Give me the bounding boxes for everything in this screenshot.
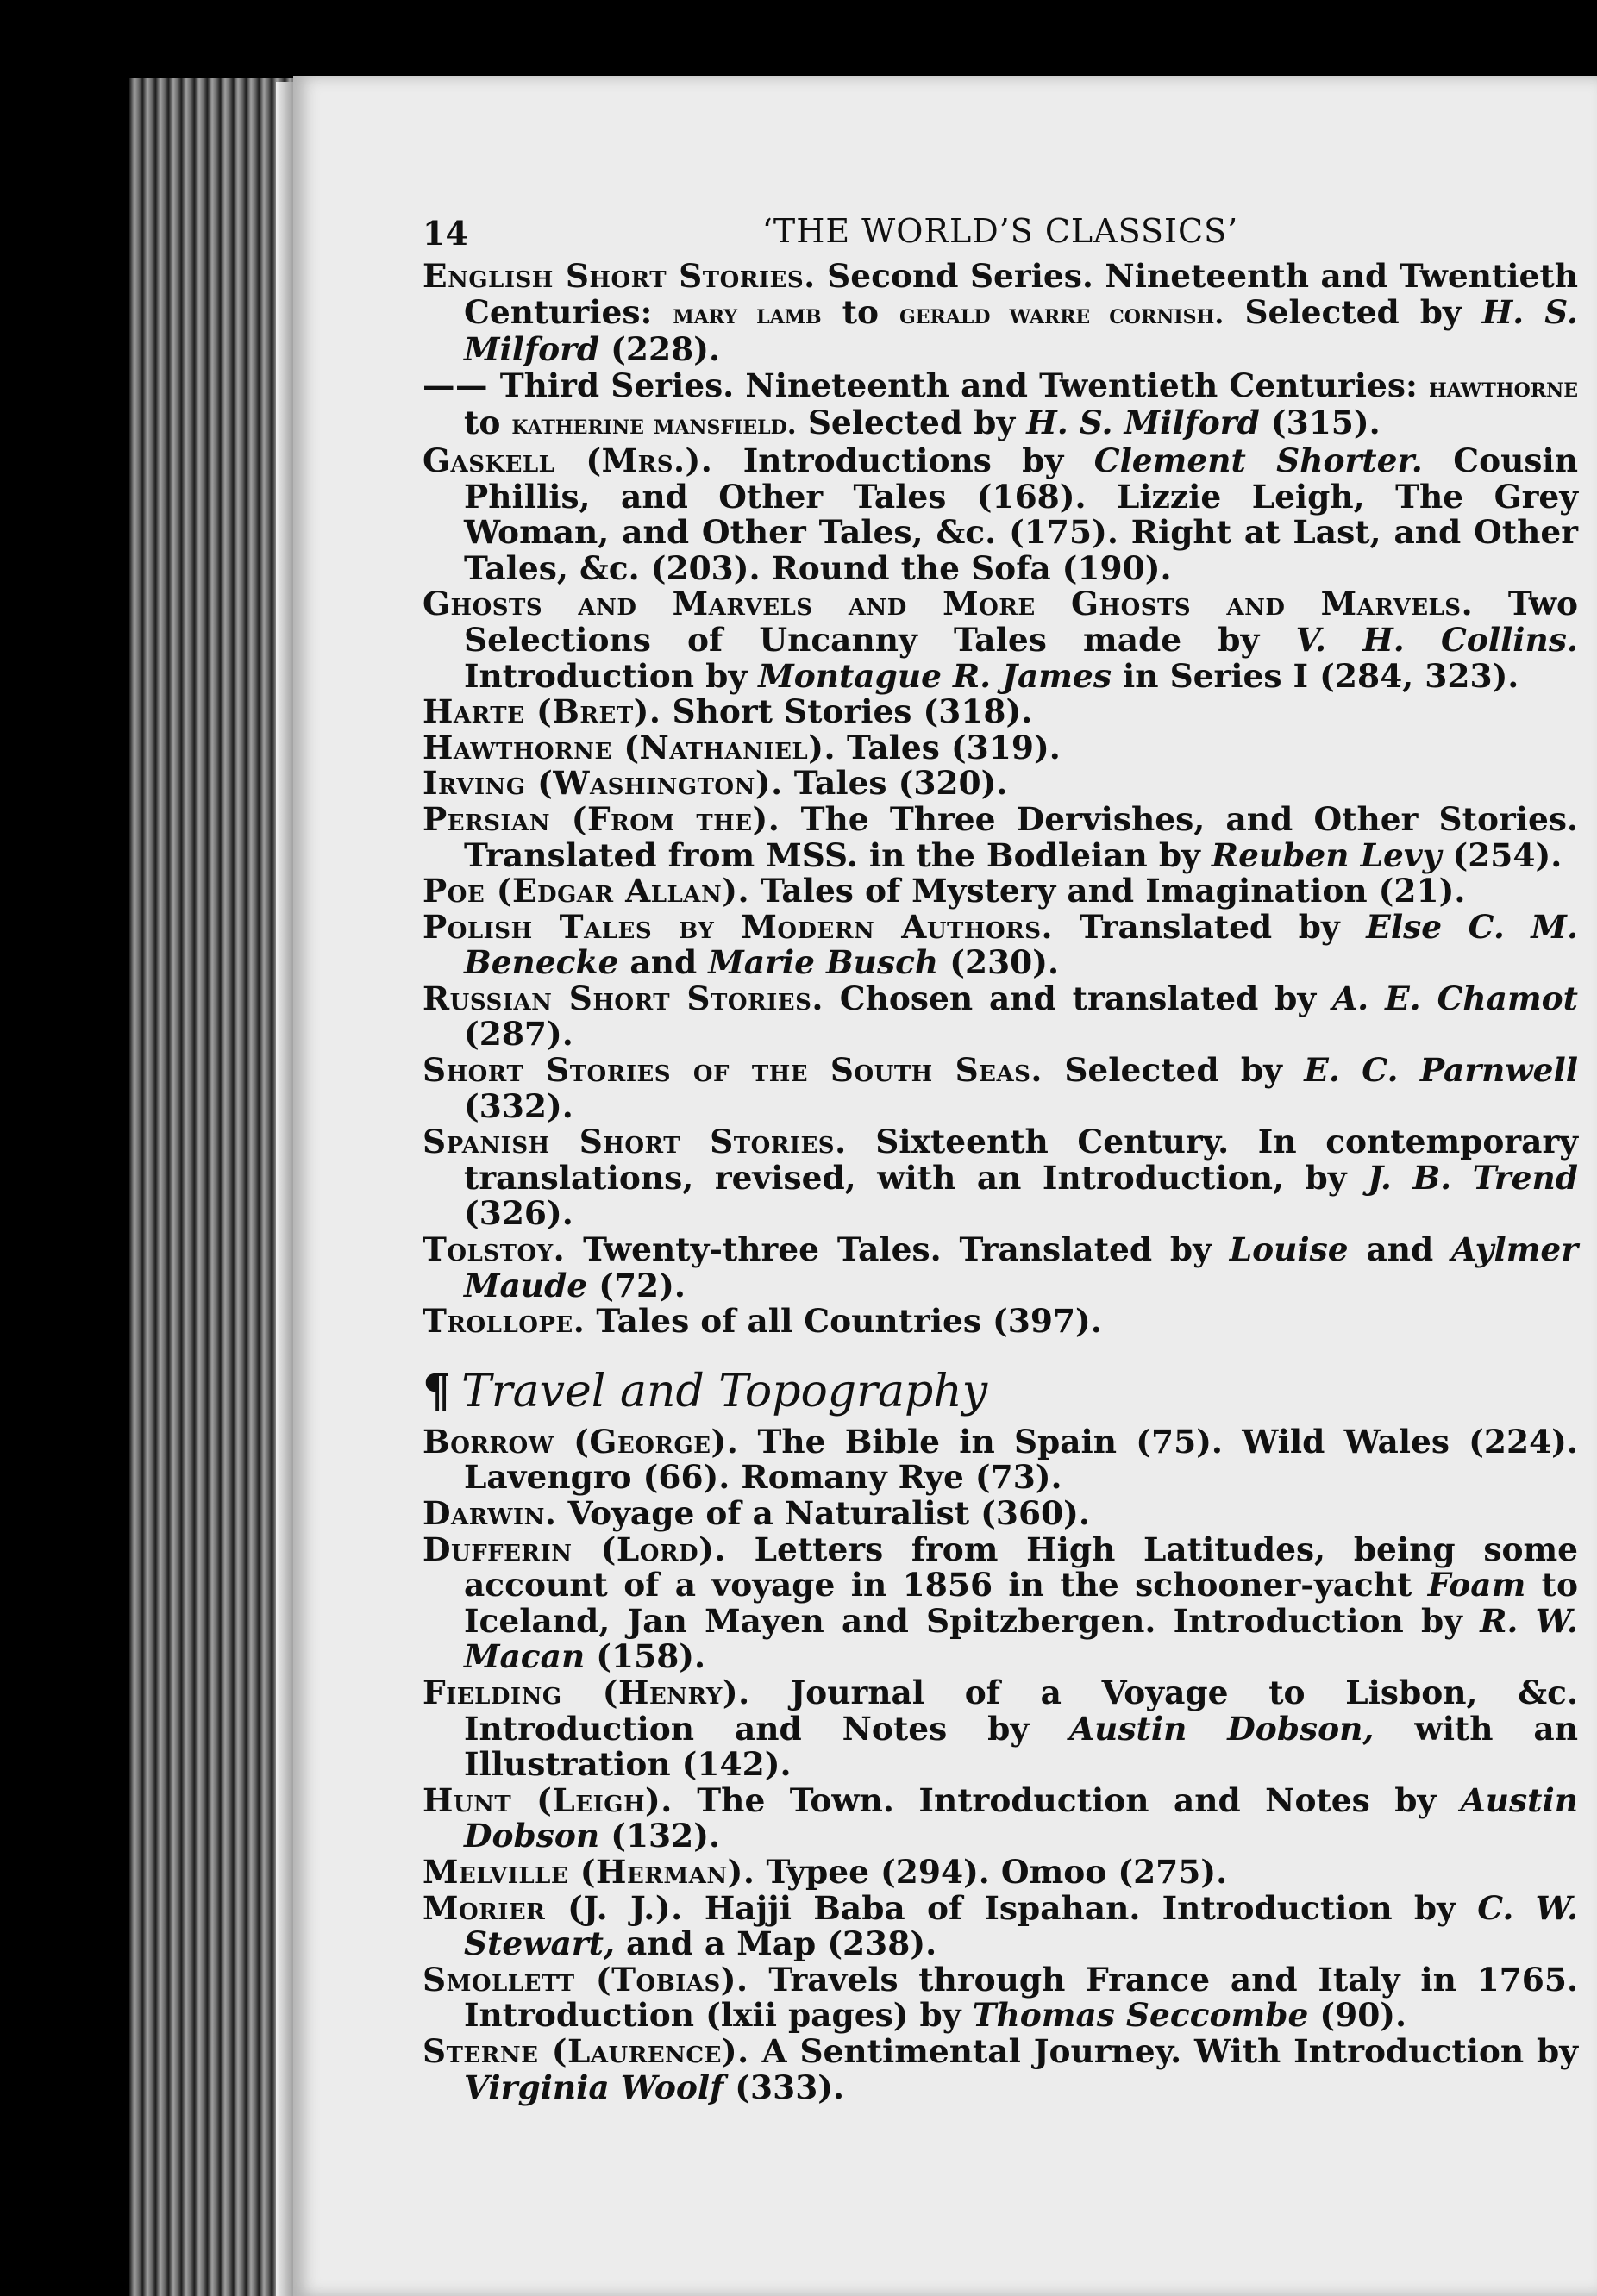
catalogue-entry (423, 694, 1578, 730)
entry-heading: —— (423, 366, 500, 404)
catalogue-entry (423, 981, 1578, 1053)
entry-text: Chosen and translated by (823, 979, 1333, 1017)
entry-heading: Ghosts and Marvels and More Ghosts and Marvels. (423, 585, 1474, 623)
entry-heading: Sterne (Laurence). (423, 2031, 749, 2070)
editor-name: Aylmer Maude (464, 1230, 1578, 1304)
book-page (293, 76, 1597, 2296)
catalogue-entry (423, 1232, 1578, 1304)
editor-name: C. W. Stewart, (464, 1888, 1578, 1963)
catalogue-entry (423, 1852, 1578, 1891)
entry-text: The Three Dervishes, and Other Stories. Translated from MSS. in the Bodleian by (464, 799, 1578, 874)
section-heading (423, 1366, 1578, 1417)
editor-name: E. C. Parnwell (1304, 1051, 1578, 1090)
entry-heading: Polish Tales by Modern Authors. (423, 907, 1054, 946)
entry-heading: Melville (Herman). (423, 1852, 755, 1891)
editor-name: Montague R. James (758, 656, 1112, 695)
entry-text: The Bible in Spain (75). Wild Wales (224). Lavengro (66). Romany Rye (73). (464, 1422, 1578, 1497)
page-content (423, 214, 1578, 2105)
author-range: gerald warre cornish. (899, 297, 1224, 330)
catalogue-entry (423, 1780, 1578, 1855)
short-stories-list (423, 259, 1578, 1340)
catalogue-entry (423, 1424, 1578, 1496)
entry-heading: Harte (Bret). (423, 692, 661, 731)
entry-text: (332). (464, 1086, 573, 1125)
catalogue-entry (423, 368, 1578, 443)
entry-text: (254). (1441, 835, 1563, 874)
entry-heading: Spanish Short Stories. (423, 1123, 847, 1161)
editor-name: Austin Dobson, (1069, 1709, 1375, 1748)
editor-name: Foam (1427, 1566, 1526, 1605)
entry-text: (90). (1308, 1996, 1407, 2035)
catalogue-entry (423, 873, 1578, 910)
entry-text: Selected by (1224, 292, 1482, 331)
entry-heading: Trollope. (423, 1302, 586, 1341)
entry-text: The Town. Introduction and Notes by (672, 1780, 1461, 1819)
entry-text: (326). (464, 1194, 573, 1233)
editor-name: Austin Dobson (464, 1780, 1578, 1855)
entry-text: Third Series. Nineteenth and Twentieth Centuries: (499, 366, 1430, 404)
entry-text: to (464, 404, 512, 442)
entry-text: and a Map (238). (614, 1924, 937, 1963)
author-range: katherine mansfield. (511, 408, 797, 441)
catalogue-entry (423, 1888, 1578, 1963)
page-header (423, 214, 1578, 255)
page-edge-shadow (276, 82, 295, 2296)
editor-name: H. S. Milford (1026, 404, 1260, 442)
entry-heading: Tolstoy. (423, 1230, 566, 1269)
editor-name: Virginia Woolf (464, 2068, 724, 2106)
entry-text: (333). (723, 2068, 845, 2106)
entry-heading: Hunt (Leigh). (423, 1780, 673, 1819)
author-range: mary lamb (673, 297, 822, 330)
entry-text: (158). (585, 1637, 706, 1676)
entry-text: Travels through France and Italy in 1765. Introduction (lxii pages) by (464, 1960, 1579, 2035)
entry-heading: Poe (Edgar Allan). (423, 872, 750, 910)
entry-text: Letters from High Latitudes, being some account of a voyage in 1856 in the schooner-yacht (464, 1530, 1578, 1605)
entry-heading: Morier (J. J.). (423, 1888, 683, 1927)
catalogue-entry (423, 1304, 1578, 1340)
entry-text: (315). (1259, 404, 1381, 442)
entry-heading: Russian Short Stories. (423, 979, 824, 1017)
entry-heading: Short Stories of the South Seas. (423, 1051, 1043, 1090)
travel-list (423, 1424, 1578, 2105)
entry-text: Cousin Phillis, and Other Tales (168). Lizzie Leigh, The Grey Woman, and Other Tales, &c. (175). Right at Last, and Other Tales, &c. (203). Round the Sofa (190). (464, 441, 1578, 587)
editor-name: Louise (1229, 1230, 1349, 1269)
entry-text: to Iceland, Jan Mayen and Spitzbergen. Introduction by (464, 1566, 1578, 1640)
pilcrow-icon: ¶ (423, 1364, 452, 1417)
section-title: Travel and Topography (461, 1365, 988, 1417)
catalogue-entry (423, 907, 1578, 982)
entry-heading: Borrow (George). (423, 1422, 739, 1461)
entry-text: Tales (319). (836, 728, 1061, 766)
catalogue-entry (423, 1053, 1578, 1124)
entry-text: Short Stories (318). (661, 692, 1033, 731)
entry-heading: Gaskell (Mrs.). (423, 441, 713, 479)
editor-name: Else C. M. Benecke (464, 907, 1578, 982)
author-range: hawthorne (1429, 370, 1578, 404)
entry-text: with an Illustration (142). (464, 1709, 1578, 1784)
catalogue-entry (423, 799, 1578, 874)
entry-text: Introduction by (464, 656, 759, 695)
editor-name: Marie Busch (708, 943, 939, 982)
entry-text: Second Series. Nineteenth and Twentieth Centuries: (464, 257, 1578, 331)
page-number: 14 (423, 214, 468, 253)
editor-name: R. W. Macan (464, 1601, 1578, 1676)
entry-text: Twenty-three Tales. Translated by (565, 1230, 1230, 1269)
editor-name: Clement Shorter. (1093, 441, 1423, 479)
book-spine-pages (129, 78, 293, 2296)
entry-text: Sixteenth Century. In contemporary translations, revised, with an Introduction, by (464, 1123, 1578, 1197)
editor-name: A. E. Chamot (1332, 979, 1578, 1017)
entry-heading: Fielding (Henry). (423, 1673, 750, 1711)
entry-text: A Sentimental Journey. With Introduction by (748, 2031, 1578, 2070)
entry-heading: Dufferin (Lord). (423, 1530, 726, 1568)
entry-text: Translated by (1053, 907, 1367, 946)
entry-heading: English Short Stories. (423, 257, 816, 295)
entry-text: Selected by (796, 404, 1027, 442)
entry-text: Hajji Baba of Ispahan. Introduction by (682, 1888, 1478, 1927)
running-title: ‘THE WORLD’S CLASSICS’ (761, 212, 1239, 250)
entry-text: and (1348, 1230, 1452, 1269)
catalogue-entry (423, 1675, 1578, 1783)
entry-text: (72). (587, 1266, 686, 1304)
entry-text: Two Selections of Uncanny Tales made by (464, 585, 1578, 659)
entry-text: Journal of a Voyage to Lisbon, &c. Introduction and Notes by (464, 1673, 1578, 1748)
entry-text: (230). (938, 943, 1060, 982)
entry-text: (228). (599, 330, 720, 369)
entry-text: and (618, 943, 709, 982)
catalogue-entry (423, 1962, 1578, 2034)
entry-text: to (821, 292, 899, 331)
catalogue-entry (423, 586, 1578, 694)
entry-heading: Hawthorne (Nathaniel). (423, 728, 836, 766)
editor-name: Reuben Levy (1211, 835, 1442, 874)
entry-text: (287). (464, 1015, 573, 1054)
catalogue-entry (423, 766, 1578, 802)
entry-text: Tales (320). (782, 764, 1008, 803)
catalogue-entry (423, 1532, 1578, 1675)
entry-text: Tales of Mystery and Imagination (21). (749, 872, 1466, 910)
entry-heading: Persian (From the). (423, 799, 780, 838)
editor-name: H. S. Milford (464, 292, 1578, 369)
entry-heading: Smollett (Tobias). (423, 1960, 748, 1999)
editor-name: V. H. Collins. (1295, 620, 1578, 659)
entry-heading: Darwin. (423, 1494, 557, 1532)
entry-text: Selected by (1042, 1051, 1305, 1090)
entry-text: Tales of all Countries (397). (585, 1302, 1102, 1341)
catalogue-entry (423, 259, 1578, 368)
entry-text: Introductions by (712, 441, 1094, 479)
entry-text: in Series I (284, 323). (1111, 656, 1519, 695)
catalogue-entry (423, 1124, 1578, 1232)
catalogue-entry (423, 443, 1578, 586)
entry-text: Voyage of a Naturalist (360). (556, 1494, 1090, 1532)
editor-name: J. B. Trend (1368, 1158, 1578, 1197)
editor-name: Thomas Seccombe (972, 1996, 1309, 2035)
catalogue-entry (423, 1496, 1578, 1532)
catalogue-entry (423, 2031, 1578, 2106)
entry-heading: Irving (Washington). (423, 764, 783, 803)
entry-text: (132). (599, 1817, 721, 1855)
catalogue-entry (423, 730, 1578, 766)
entry-text: Typee (294). Omoo (275). (755, 1852, 1228, 1891)
